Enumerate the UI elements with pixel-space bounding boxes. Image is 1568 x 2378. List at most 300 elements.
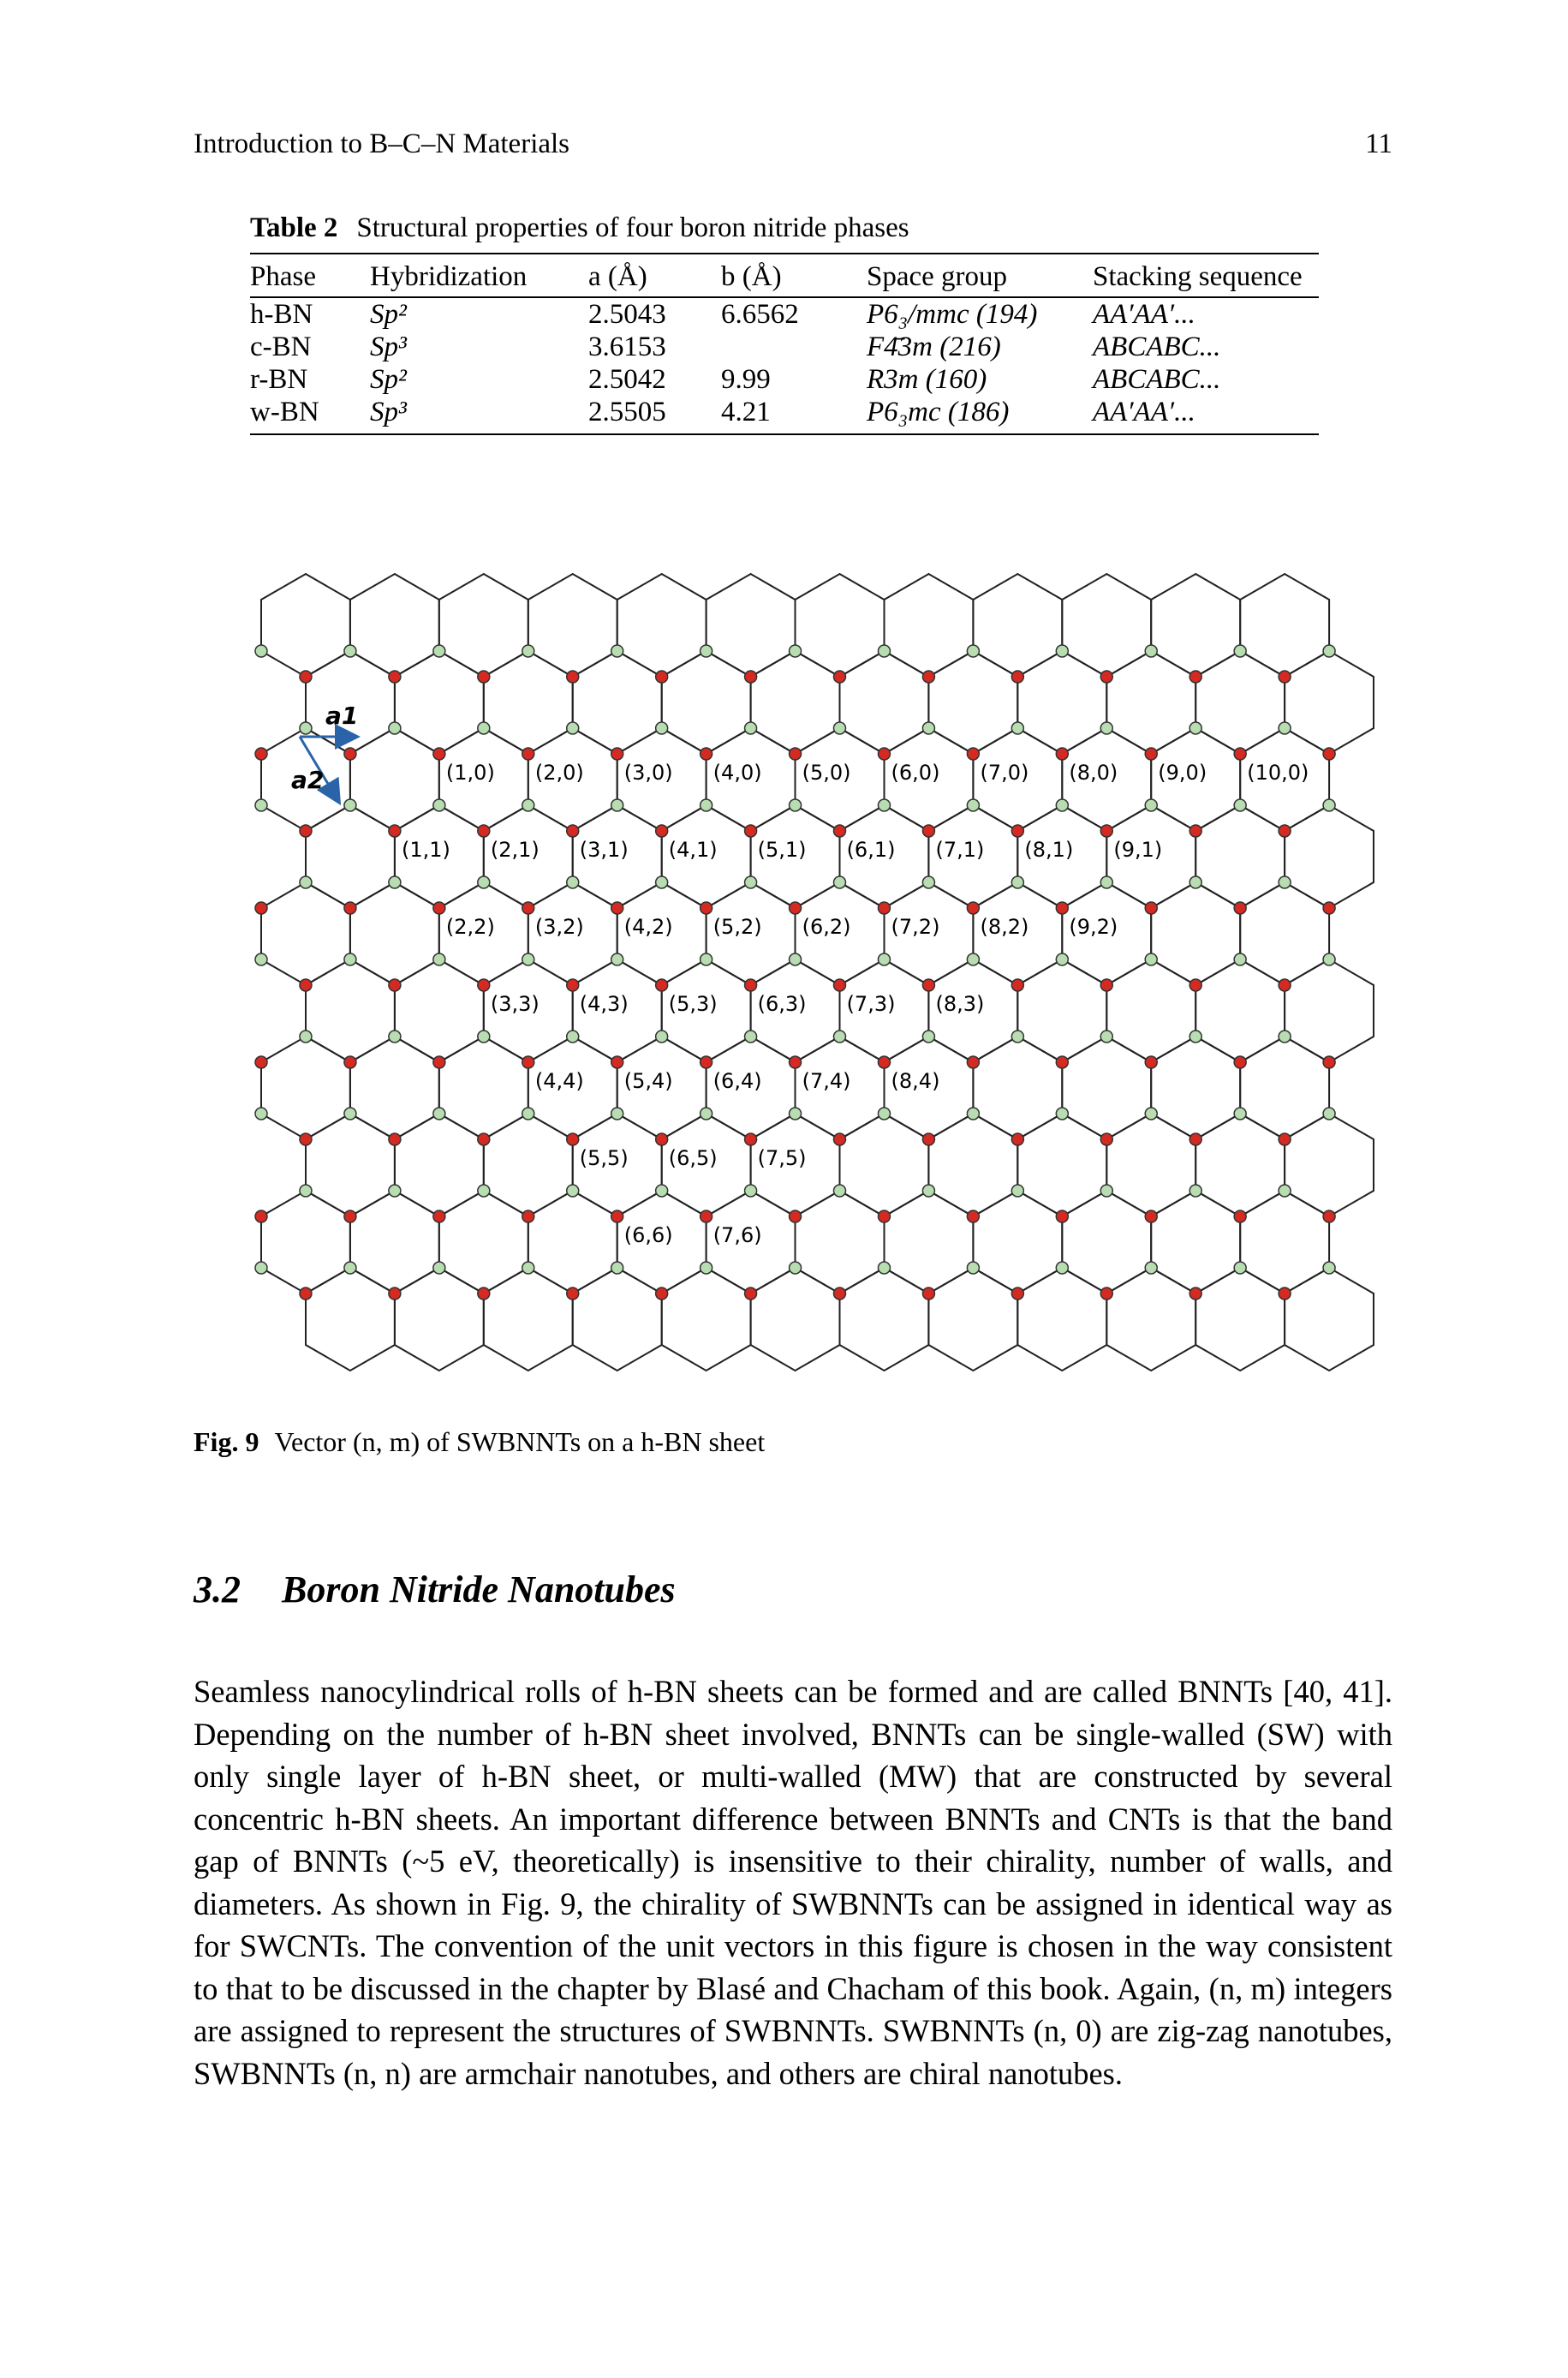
nitrogen-atom (790, 645, 802, 657)
boron-atom (1145, 1056, 1157, 1068)
hexagon-ring (1195, 805, 1285, 908)
hexagon-ring (261, 882, 350, 985)
boron-atom (300, 671, 312, 683)
nitrogen-atom (1323, 953, 1335, 965)
chiral-label: (9,2) (1069, 915, 1118, 939)
table-caption-text: Structural properties of four boron nitride phases (356, 212, 909, 243)
nitrogen-atom (255, 1108, 267, 1120)
col-a: a (Å) (588, 254, 721, 297)
boron-atom (967, 1210, 979, 1222)
boron-atom (478, 671, 490, 683)
nitrogen-atom (344, 953, 356, 965)
boron-atom (567, 1133, 579, 1145)
chiral-label: (2,1) (490, 838, 540, 862)
nitrogen-atom (567, 876, 579, 888)
boron-atom (300, 825, 312, 837)
hexagon-ring (350, 574, 439, 677)
chiral-label: (4,1) (668, 838, 718, 862)
boron-atom (389, 1288, 401, 1300)
boron-atom (833, 1288, 845, 1300)
nitrogen-atom (1189, 1031, 1201, 1043)
hexagon-ring (1195, 1268, 1285, 1371)
hexagon-ring (528, 1191, 617, 1294)
boron-atom (567, 825, 579, 837)
nitrogen-atom (967, 799, 979, 811)
nitrogen-atom (1056, 1262, 1068, 1274)
cell-phase: c-BN (250, 332, 312, 362)
nitrogen-atom (1323, 645, 1335, 657)
chiral-label: (6,4) (712, 1069, 762, 1093)
boron-atom (611, 748, 623, 760)
hexagon-ring (528, 574, 617, 677)
hexagon-ring (1151, 1191, 1240, 1294)
nitrogen-atom (745, 876, 757, 888)
boron-atom (745, 825, 757, 837)
nitrogen-atom (656, 722, 668, 734)
nitrogen-atom (433, 645, 445, 657)
nitrogen-atom (1234, 799, 1246, 811)
hexagon-ring (751, 1268, 840, 1371)
nitrogen-atom (1011, 722, 1023, 734)
properties-table (250, 253, 1319, 435)
nitrogen-atom (389, 876, 401, 888)
nitrogen-atom (522, 953, 534, 965)
boron-atom (478, 979, 490, 991)
chiral-label: (8,2) (980, 915, 1029, 939)
hexagon-ring (306, 1268, 395, 1371)
boron-atom (701, 748, 712, 760)
chiral-labels (399, 760, 1321, 1248)
nitrogen-atom (1011, 876, 1023, 888)
col-phase: Phase (250, 254, 370, 297)
boron-atom (745, 979, 757, 991)
chiral-label: (1,1) (401, 838, 450, 862)
chiral-label: (7,2) (891, 915, 940, 939)
nitrogen-atom (255, 1262, 267, 1274)
boron-atom (878, 748, 890, 760)
boron-atom (1056, 748, 1068, 760)
nitrogen-atom (1145, 799, 1157, 811)
hexagon-ring (706, 574, 796, 677)
hexagon-ring (306, 959, 395, 1062)
boron-atom (1279, 1133, 1291, 1145)
boron-atom (656, 1288, 668, 1300)
hexagon-ring (796, 574, 885, 677)
chiral-label: (5,5) (579, 1146, 629, 1170)
cell-phase: w-BN (250, 396, 370, 434)
nitrogen-atom (967, 1108, 979, 1120)
nitrogen-atom (1056, 799, 1068, 811)
cell-b: 4.21 (721, 396, 867, 434)
hexagon-ring (617, 574, 706, 677)
hbn-lattice-figure (197, 557, 1396, 1401)
cell-space-group: P6₃/mmc (194) (867, 299, 1038, 330)
nitrogen-atom (522, 1108, 534, 1120)
boron-atom (790, 1056, 802, 1068)
hexagon-ring (1106, 1268, 1195, 1371)
boron-atom (255, 1210, 267, 1222)
boron-atom (1323, 1056, 1335, 1068)
hexagon-ring (350, 1191, 439, 1294)
boron-atom (1011, 979, 1023, 991)
chiral-label: (1,0) (445, 761, 495, 785)
boron-atom (967, 1056, 979, 1068)
nitrogen-atom (344, 1262, 356, 1274)
col-stacking: Stacking sequence (1093, 254, 1319, 297)
chiral-label: (7,1) (935, 838, 985, 862)
col-space-group: Space group (867, 254, 1093, 297)
cell-stacking: AA′AA′... (1093, 396, 1319, 434)
boron-atom (1011, 671, 1023, 683)
boron-atom (833, 1133, 845, 1145)
nitrogen-atom (701, 1108, 712, 1120)
boron-atom (389, 825, 401, 837)
boron-atom (656, 825, 668, 837)
hexagon-ring (350, 1037, 439, 1139)
boron-atom (790, 902, 802, 914)
hexagon-ring (1285, 805, 1374, 908)
nitrogen-atom (701, 953, 712, 965)
hexagon-ring (973, 1037, 1062, 1139)
nitrogen-atom (967, 1262, 979, 1274)
hexagon-ring (751, 651, 840, 754)
nitrogen-atom (1145, 645, 1157, 657)
a2-label: a2 (291, 766, 325, 794)
running-head-title: Introduction to B–C–N Materials (194, 128, 570, 159)
chiral-label: (8,1) (1024, 838, 1074, 862)
nitrogen-atom (1323, 799, 1335, 811)
hexagon-ring (928, 651, 1017, 754)
hexagon-ring (1062, 574, 1151, 677)
cell-b: 9.99 (721, 364, 771, 395)
nitrogen-atom (701, 799, 712, 811)
section-heading (194, 1568, 676, 1611)
hexagon-ring (1062, 1037, 1151, 1139)
boron-atom (1189, 1133, 1201, 1145)
hexagon-ring (306, 805, 395, 908)
hexagon-ring (439, 1037, 528, 1139)
hexagon-ring (573, 651, 662, 754)
hexagon-ring (1285, 1268, 1374, 1371)
boron-atom (1145, 1210, 1157, 1222)
chiral-label: (3,1) (579, 838, 629, 862)
a1-label: a1 (325, 702, 359, 730)
nitrogen-atom (1145, 1108, 1157, 1120)
nitrogen-atom (1279, 1031, 1291, 1043)
boron-atom (611, 1056, 623, 1068)
boron-atom (833, 671, 845, 683)
boron-atom (701, 1056, 712, 1068)
hexagon-ring (350, 728, 439, 831)
cell-a: 3.6153 (588, 332, 666, 362)
hexagon-ring (261, 1191, 350, 1294)
nitrogen-atom (1056, 645, 1068, 657)
nitrogen-atom (878, 953, 890, 965)
boron-atom (300, 1288, 312, 1300)
page-number: 11 (1365, 128, 1392, 159)
table-header-row (250, 254, 1319, 297)
nitrogen-atom (1011, 1031, 1023, 1043)
nitrogen-atom (567, 1031, 579, 1043)
boron-atom (790, 1210, 802, 1222)
nitrogen-atom (1189, 1185, 1201, 1197)
boron-atom (1100, 825, 1112, 837)
boron-atom (1011, 1133, 1023, 1145)
chiral-label: (6,3) (757, 992, 807, 1016)
nitrogen-atom (745, 722, 757, 734)
nitrogen-atom (1100, 876, 1112, 888)
hexagon-ring (796, 1191, 885, 1294)
nitrogen-atom (522, 645, 534, 657)
chiral-label: (7,6) (712, 1223, 762, 1247)
table-row (250, 297, 1319, 331)
boron-atom (922, 825, 934, 837)
hexagon-ring (1240, 1037, 1329, 1139)
table-caption (250, 212, 909, 244)
boron-atom (878, 1210, 890, 1222)
col-b: b (Å) (721, 254, 867, 297)
chiral-label: (4,2) (623, 915, 673, 939)
nitrogen-atom (478, 876, 490, 888)
boron-atom (611, 902, 623, 914)
chiral-label: (8,0) (1069, 761, 1118, 785)
nitrogen-atom (344, 799, 356, 811)
cell-space-group: R3m (160) (867, 364, 987, 395)
section-number: 3.2 (194, 1568, 241, 1610)
boron-atom (255, 902, 267, 914)
boron-atom (478, 1288, 490, 1300)
chiral-label: (6,5) (668, 1146, 718, 1170)
boron-atom (1100, 1288, 1112, 1300)
boron-atom (522, 1056, 534, 1068)
boron-atom (1011, 1288, 1023, 1300)
hexagon-ring (1151, 1037, 1240, 1139)
boron-atom (1189, 979, 1201, 991)
boron-atom (745, 1133, 757, 1145)
hexagon-ring (928, 1268, 1017, 1371)
hexagon-ring (1151, 882, 1240, 985)
chiral-label: (9,1) (1113, 838, 1163, 862)
nitrogen-atom (300, 876, 312, 888)
hexagon-ring (885, 574, 974, 677)
boron-atom (433, 1210, 445, 1222)
nitrogen-atom (922, 876, 934, 888)
cell-phase: h-BN (250, 299, 313, 330)
nitrogen-atom (1145, 953, 1157, 965)
nitrogen-atom (656, 1185, 668, 1197)
hexagon-ring (840, 651, 929, 754)
nitrogen-atom (389, 1185, 401, 1197)
boron-atom (1189, 825, 1201, 837)
boron-atom (1323, 902, 1335, 914)
chiral-label: (5,4) (623, 1069, 673, 1093)
chiral-label: (9,0) (1158, 761, 1207, 785)
nitrogen-atom (1323, 1108, 1335, 1120)
nitrogen-atom (255, 953, 267, 965)
chiral-label: (6,0) (891, 761, 940, 785)
boron-atom (1279, 825, 1291, 837)
nitrogen-atom (878, 1108, 890, 1120)
nitrogen-atom (656, 1031, 668, 1043)
boron-atom (878, 1056, 890, 1068)
nitrogen-atom (1056, 953, 1068, 965)
nitrogen-atom (1189, 722, 1201, 734)
hexagon-ring (1106, 1114, 1195, 1216)
hexagon-ring (1017, 959, 1106, 1062)
hexagon-ring (439, 1191, 528, 1294)
hexagon-ring (1106, 959, 1195, 1062)
nitrogen-atom (922, 1185, 934, 1197)
nitrogen-atom (922, 722, 934, 734)
boron-atom (300, 979, 312, 991)
hbn-lattice-diagram (197, 557, 1396, 1396)
hexagon-ring (306, 1114, 395, 1216)
nitrogen-atom (255, 645, 267, 657)
nitrogen-atom (567, 1185, 579, 1197)
nitrogen-atom (701, 645, 712, 657)
boron-atom (478, 825, 490, 837)
boron-atom (922, 1133, 934, 1145)
figure-label: Fig. 9 (194, 1426, 259, 1457)
boron-atom (1189, 671, 1201, 683)
nitrogen-atom (745, 1031, 757, 1043)
nitrogen-atom (1279, 722, 1291, 734)
nitrogen-atom (611, 645, 623, 657)
hexagon-ring (573, 1268, 662, 1371)
nitrogen-atom (433, 1108, 445, 1120)
nitrogen-atom (1100, 1185, 1112, 1197)
hexagon-ring (1240, 882, 1329, 985)
chiral-label: (6,6) (623, 1223, 673, 1247)
table-row (250, 331, 1319, 363)
boron-atom (344, 1210, 356, 1222)
nitrogen-atom (833, 1031, 845, 1043)
boron-atom (701, 1210, 712, 1222)
boron-atom (1323, 748, 1335, 760)
boron-atom (656, 979, 668, 991)
figure-caption (194, 1426, 765, 1458)
hexagon-ring (1195, 959, 1285, 1062)
nitrogen-atom (300, 1185, 312, 1197)
boron-atom (389, 671, 401, 683)
boron-atom (344, 1056, 356, 1068)
nitrogen-atom (433, 799, 445, 811)
hexagon-ring (484, 651, 573, 754)
chiral-label: (8,3) (935, 992, 985, 1016)
nitrogen-atom (833, 722, 845, 734)
nitrogen-atom (344, 645, 356, 657)
boron-atom (656, 671, 668, 683)
boron-atom (255, 748, 267, 760)
nitrogen-atom (611, 799, 623, 811)
chiral-label: (5,3) (668, 992, 718, 1016)
boron-atom (1011, 825, 1023, 837)
nitrogen-atom (833, 1185, 845, 1197)
nitrogen-atom (522, 799, 534, 811)
hexagon-ring (1017, 1114, 1106, 1216)
hexagon-ring (973, 1191, 1062, 1294)
boron-atom (1056, 902, 1068, 914)
hexagon-ring (1106, 651, 1195, 754)
cell-stacking: ABCABC... (1093, 332, 1221, 362)
hexagon-ring (885, 1191, 974, 1294)
nitrogen-atom (389, 1031, 401, 1043)
cell-a: 2.5043 (588, 299, 666, 330)
boron-atom (567, 979, 579, 991)
boron-atom (1100, 979, 1112, 991)
nitrogen-atom (478, 1185, 490, 1197)
hexagon-ring (1240, 1191, 1329, 1294)
hexagon-ring (395, 651, 484, 754)
boron-atom (1279, 1288, 1291, 1300)
boron-atom (344, 748, 356, 760)
nitrogen-atom (1279, 1185, 1291, 1197)
chiral-label: (7,0) (980, 761, 1029, 785)
nitrogen-atom (522, 1262, 534, 1274)
nitrogen-atom (1234, 645, 1246, 657)
boron-atom (745, 671, 757, 683)
boron-atom (1234, 1056, 1246, 1068)
boron-atom (656, 1133, 668, 1145)
nitrogen-atom (878, 1262, 890, 1274)
boron-atom (922, 1288, 934, 1300)
hexagon-ring (662, 1268, 751, 1371)
cell-hybridization: Sp³ (370, 332, 407, 362)
chiral-label: (5,0) (802, 761, 851, 785)
chiral-label: (7,3) (846, 992, 896, 1016)
nitrogen-atom (433, 1262, 445, 1274)
boron-atom (1234, 748, 1246, 760)
hexagon-ring (928, 1114, 1017, 1216)
chiral-label: (7,5) (757, 1146, 807, 1170)
nitrogen-atom (1234, 1108, 1246, 1120)
chiral-label: (5,2) (712, 915, 762, 939)
hexagon-ring (1285, 1114, 1374, 1216)
boron-atom (878, 902, 890, 914)
chiral-label: (3,2) (534, 915, 584, 939)
boron-atom (1279, 979, 1291, 991)
hexagon-ring (1017, 1268, 1106, 1371)
hexagon-ring (1195, 651, 1285, 754)
nitrogen-atom (478, 722, 490, 734)
hexagon-ring (1285, 959, 1374, 1062)
chiral-label: (4,4) (534, 1069, 584, 1093)
chiral-label: (2,2) (445, 915, 495, 939)
chiral-label: (4,0) (712, 761, 762, 785)
boron-atom (567, 1288, 579, 1300)
nitrogen-atom (656, 876, 668, 888)
nitrogen-atom (300, 722, 312, 734)
hexagon-ring (1240, 574, 1329, 677)
hexagon-ring (1017, 651, 1106, 754)
chiral-label: (5,1) (757, 838, 807, 862)
nitrogen-atom (1100, 1031, 1112, 1043)
cell-hybridization: Sp² (370, 364, 407, 395)
nitrogen-atom (1100, 722, 1112, 734)
nitrogen-atom (1234, 953, 1246, 965)
nitrogen-atom (255, 799, 267, 811)
nitrogen-atom (1189, 876, 1201, 888)
cell-a: 2.5505 (588, 396, 721, 434)
nitrogen-atom (1323, 1262, 1335, 1274)
boron-atom (433, 748, 445, 760)
boron-atom (701, 902, 712, 914)
chiral-label: (2,0) (534, 761, 584, 785)
boron-atom (1145, 902, 1157, 914)
hexagon-ring (1151, 574, 1240, 677)
boron-atom (255, 1056, 267, 1068)
boron-atom (790, 748, 802, 760)
